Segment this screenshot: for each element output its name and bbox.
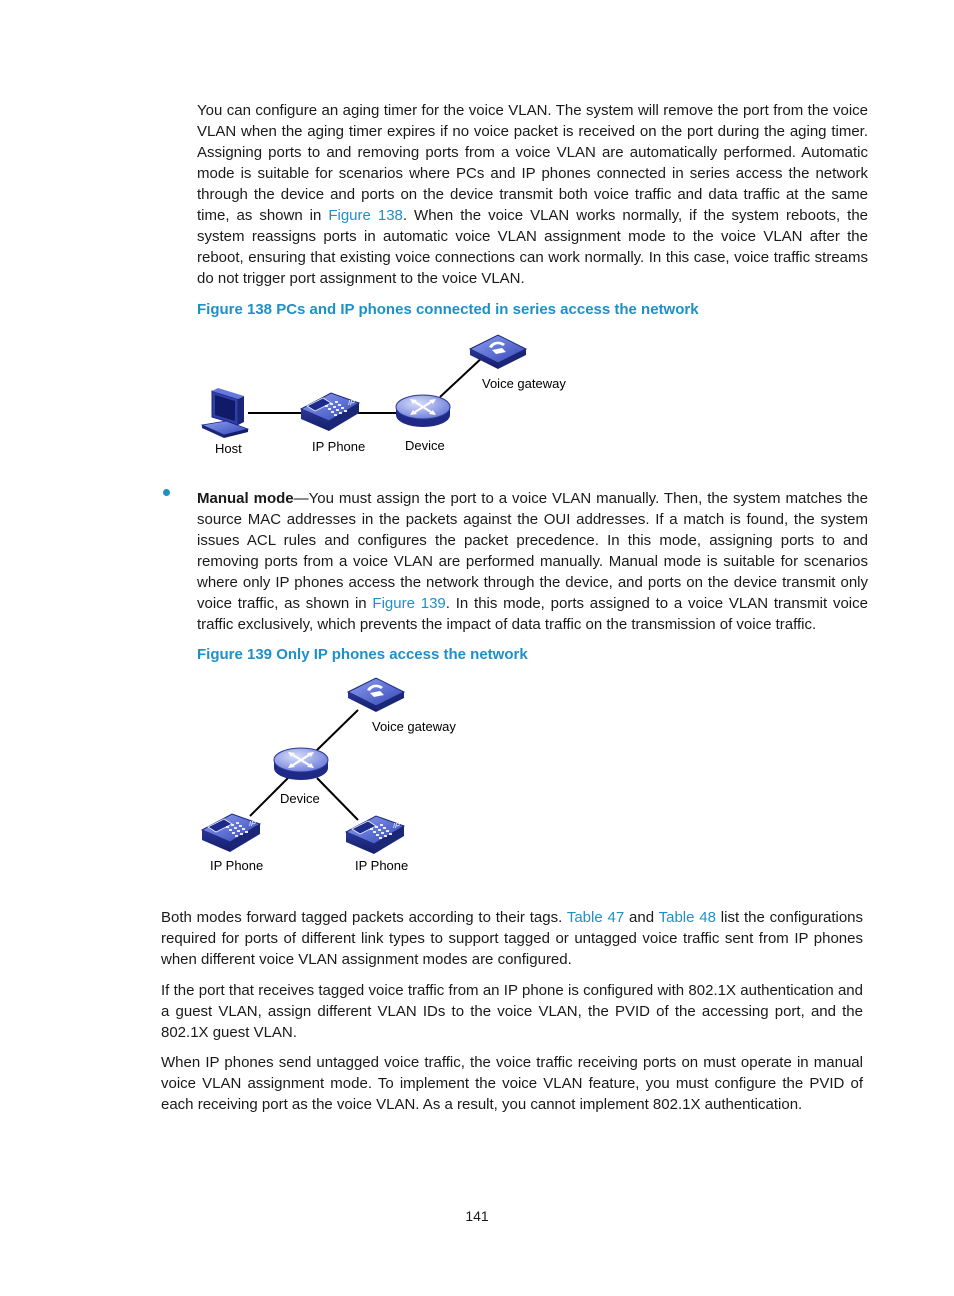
voice-gateway-icon [470, 335, 526, 369]
figure-139-link[interactable]: Figure 139 [372, 595, 446, 612]
intro-text-end: . When the voice VLAN works normally, if the system reboots, the system reassigns ports in automatic voice VLAN assignment mode to the voice VLAN after the reboot, ensuring that existing voice connections can work normally. In this case, voice traffic streams do not trigger port assignment to the voice VLAN. [197, 207, 868, 287]
manual-mode-term: Manual mode [197, 490, 294, 507]
host-label: Host [215, 441, 242, 456]
guest-vlan-paragraph: If the port that receives tagged voice traffic from an IP phone is configured with 802.1X authentication and a guest VLAN, assign different VLAN IDs to the voice VLAN, the PVID of the accessing port, and the 802.1X guest VLAN. [161, 982, 863, 1041]
ip-phone-right-icon [346, 816, 404, 854]
figure-139-caption: Figure 139 Only IP phones access the network [197, 646, 528, 663]
untagged-paragraph: When IP phones send untagged voice traffic, the voice traffic receiving ports on must operate in manual voice VLAN assignment mode. To implement the voice VLAN feature, you must configure the PVID of each receiving port as the voice VLAN. As a result, you cannot implement 802.1X authentication. [161, 1054, 863, 1113]
page-number: 141 [465, 1208, 489, 1224]
table-48-link[interactable]: Table 48 [658, 909, 716, 926]
manual-mode-text-start: —You must assign the port to a voice VLAN manually. Then, the system matches the source MAC addresses in the packets against the OUI addresses. If a match is found, the system issues ACL rules and configures the packet precedence. In this mode, assigning ports to and removing ports from a voice VLAN are performed manually. Manual mode is suitable for scenarios where only IP phones access the network through the device, and ports on the device transmit only voice traffic, as shown in [197, 490, 868, 612]
ip-phone-label: IP Phone [312, 439, 366, 454]
tables-text-1: Both modes forward tagged packets according to their tags. [161, 909, 567, 926]
manual-mode-text-end: . In this mode, ports assigned to a voice VLAN transmit voice traffic exclusively, which prevents the impact of data traffic on the transmission of voice traffic. [197, 595, 868, 633]
ip-phone-icon [301, 393, 359, 431]
table-47-link[interactable]: Table 47 [566, 909, 625, 926]
device-router-icon [274, 748, 328, 780]
tables-text-2: and [624, 909, 659, 926]
device-label: Device [405, 438, 445, 453]
voice-gateway-label: Voice gateway [372, 719, 456, 734]
voice-gateway-label: Voice gateway [482, 376, 566, 391]
ip-phone-left-label: IP Phone [210, 858, 264, 873]
voice-gateway-icon [348, 678, 404, 712]
host-icon [202, 388, 248, 438]
tables-paragraph [161, 907, 863, 970]
figure-138-link[interactable]: Figure 138 [328, 207, 403, 224]
manual-mode-paragraph [197, 488, 868, 635]
bullet-dot [163, 489, 170, 496]
figure-138-caption: Figure 138 PCs and IP phones connected in series access the network [197, 301, 699, 318]
figure-139-diagram [190, 670, 490, 880]
device-label: Device [280, 791, 320, 806]
figure-138-diagram [190, 325, 610, 470]
tables-text-3: list the configurations required for ports of different link types to support tagged or untagged voice traffic sent from IP phones when different voice VLAN assignment modes are configured. [161, 909, 864, 968]
ip-phone-left-icon [202, 814, 260, 852]
intro-text-start: You can configure an aging timer for the voice VLAN. The system will remove the port from the voice VLAN when the aging timer expires if no voice packet is received on the port during the aging timer. Assigning ports to and removing ports from a voice VLAN are automatically performed. Automatic mode is suitable for scenarios where PCs and IP phones connected in series access the network through the device and ports on the device transmit both voice traffic and data traffic at the same time, as shown in [197, 102, 868, 224]
ip-phone-right-label: IP Phone [355, 858, 409, 873]
device-router-icon [396, 395, 450, 427]
intro-paragraph [197, 100, 868, 289]
